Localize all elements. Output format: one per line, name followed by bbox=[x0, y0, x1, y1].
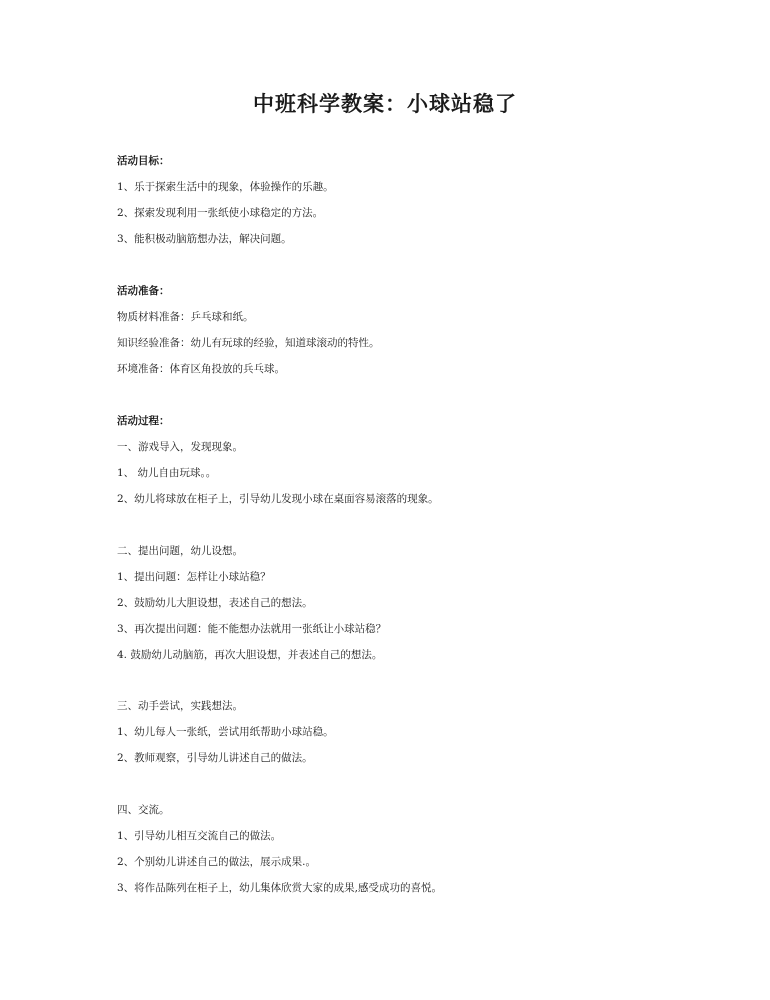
process-step-item: 1、提出问题：怎样让小球站稳？ bbox=[117, 571, 271, 583]
process-step-title: 三、动手尝试，实践想法。 bbox=[117, 700, 243, 712]
preparation-heading: 活动准备： bbox=[117, 285, 170, 297]
process-part-4 bbox=[117, 797, 717, 901]
preparation-item: 物质材料准备：乒乓球和纸。 bbox=[117, 311, 254, 323]
process-step-item: 2、鼓励幼儿大胆设想，表述自己的想法。 bbox=[117, 597, 313, 609]
process-step-item: 2、教师观察，引导幼儿讲述自己的做法。 bbox=[117, 752, 313, 764]
preparation-section bbox=[117, 278, 717, 382]
process-part-2 bbox=[117, 538, 717, 668]
process-step-title: 四、交流。 bbox=[117, 804, 170, 816]
goal-item: 2、探索发现利用一张纸使小球稳定的方法。 bbox=[117, 207, 324, 219]
process-step-title: 二、提出问题，幼儿设想。 bbox=[117, 545, 243, 557]
process-step-item: 3、将作品陈列在柜子上，幼儿集体欣赏大家的成果,感受成功的喜悦。 bbox=[117, 882, 443, 894]
preparation-item: 知识经验准备：幼儿有玩球的经验，知道球滚动的特性。 bbox=[117, 337, 380, 349]
goal-item: 3、能积极动脑筋想办法，解决问题。 bbox=[117, 233, 292, 245]
goals-heading: 活动目标： bbox=[117, 155, 170, 167]
process-step-item: 1、 幼儿自由玩球。。 bbox=[117, 467, 217, 479]
process-section bbox=[117, 408, 717, 512]
preparation-item: 环境准备：体育区角投放的兵乓球。 bbox=[117, 363, 285, 375]
goals-section bbox=[117, 148, 717, 252]
process-part-3 bbox=[117, 693, 717, 771]
process-heading: 活动过程： bbox=[117, 415, 170, 427]
page-title: 中班科学教案：小球站稳了 bbox=[253, 92, 517, 116]
process-step-item: 1、幼儿每人一张纸，尝试用纸帮助小球站稳。 bbox=[117, 726, 334, 738]
process-step-item: 3、再次提出问题：能不能想办法就用一张纸让小球站稳？ bbox=[117, 623, 387, 635]
goal-item: 1、乐于探索生活中的现象，体验操作的乐趣。 bbox=[117, 181, 334, 193]
process-step-title: 一、游戏导入，发现现象。 bbox=[117, 441, 243, 453]
process-step-item: 1、引导幼儿相互交流自己的做法。 bbox=[117, 830, 282, 842]
process-step-item: 2、幼儿将球放在柜子上，引导幼儿发现小球在桌面容易滚落的现象。 bbox=[117, 493, 439, 505]
process-step-item: 2、个别幼儿讲述自己的做法，展示成果.。 bbox=[117, 856, 317, 868]
process-step-item: 4. 鼓励幼儿动脑筋，再次大胆设想，并表述自己的想法。 bbox=[117, 649, 383, 661]
